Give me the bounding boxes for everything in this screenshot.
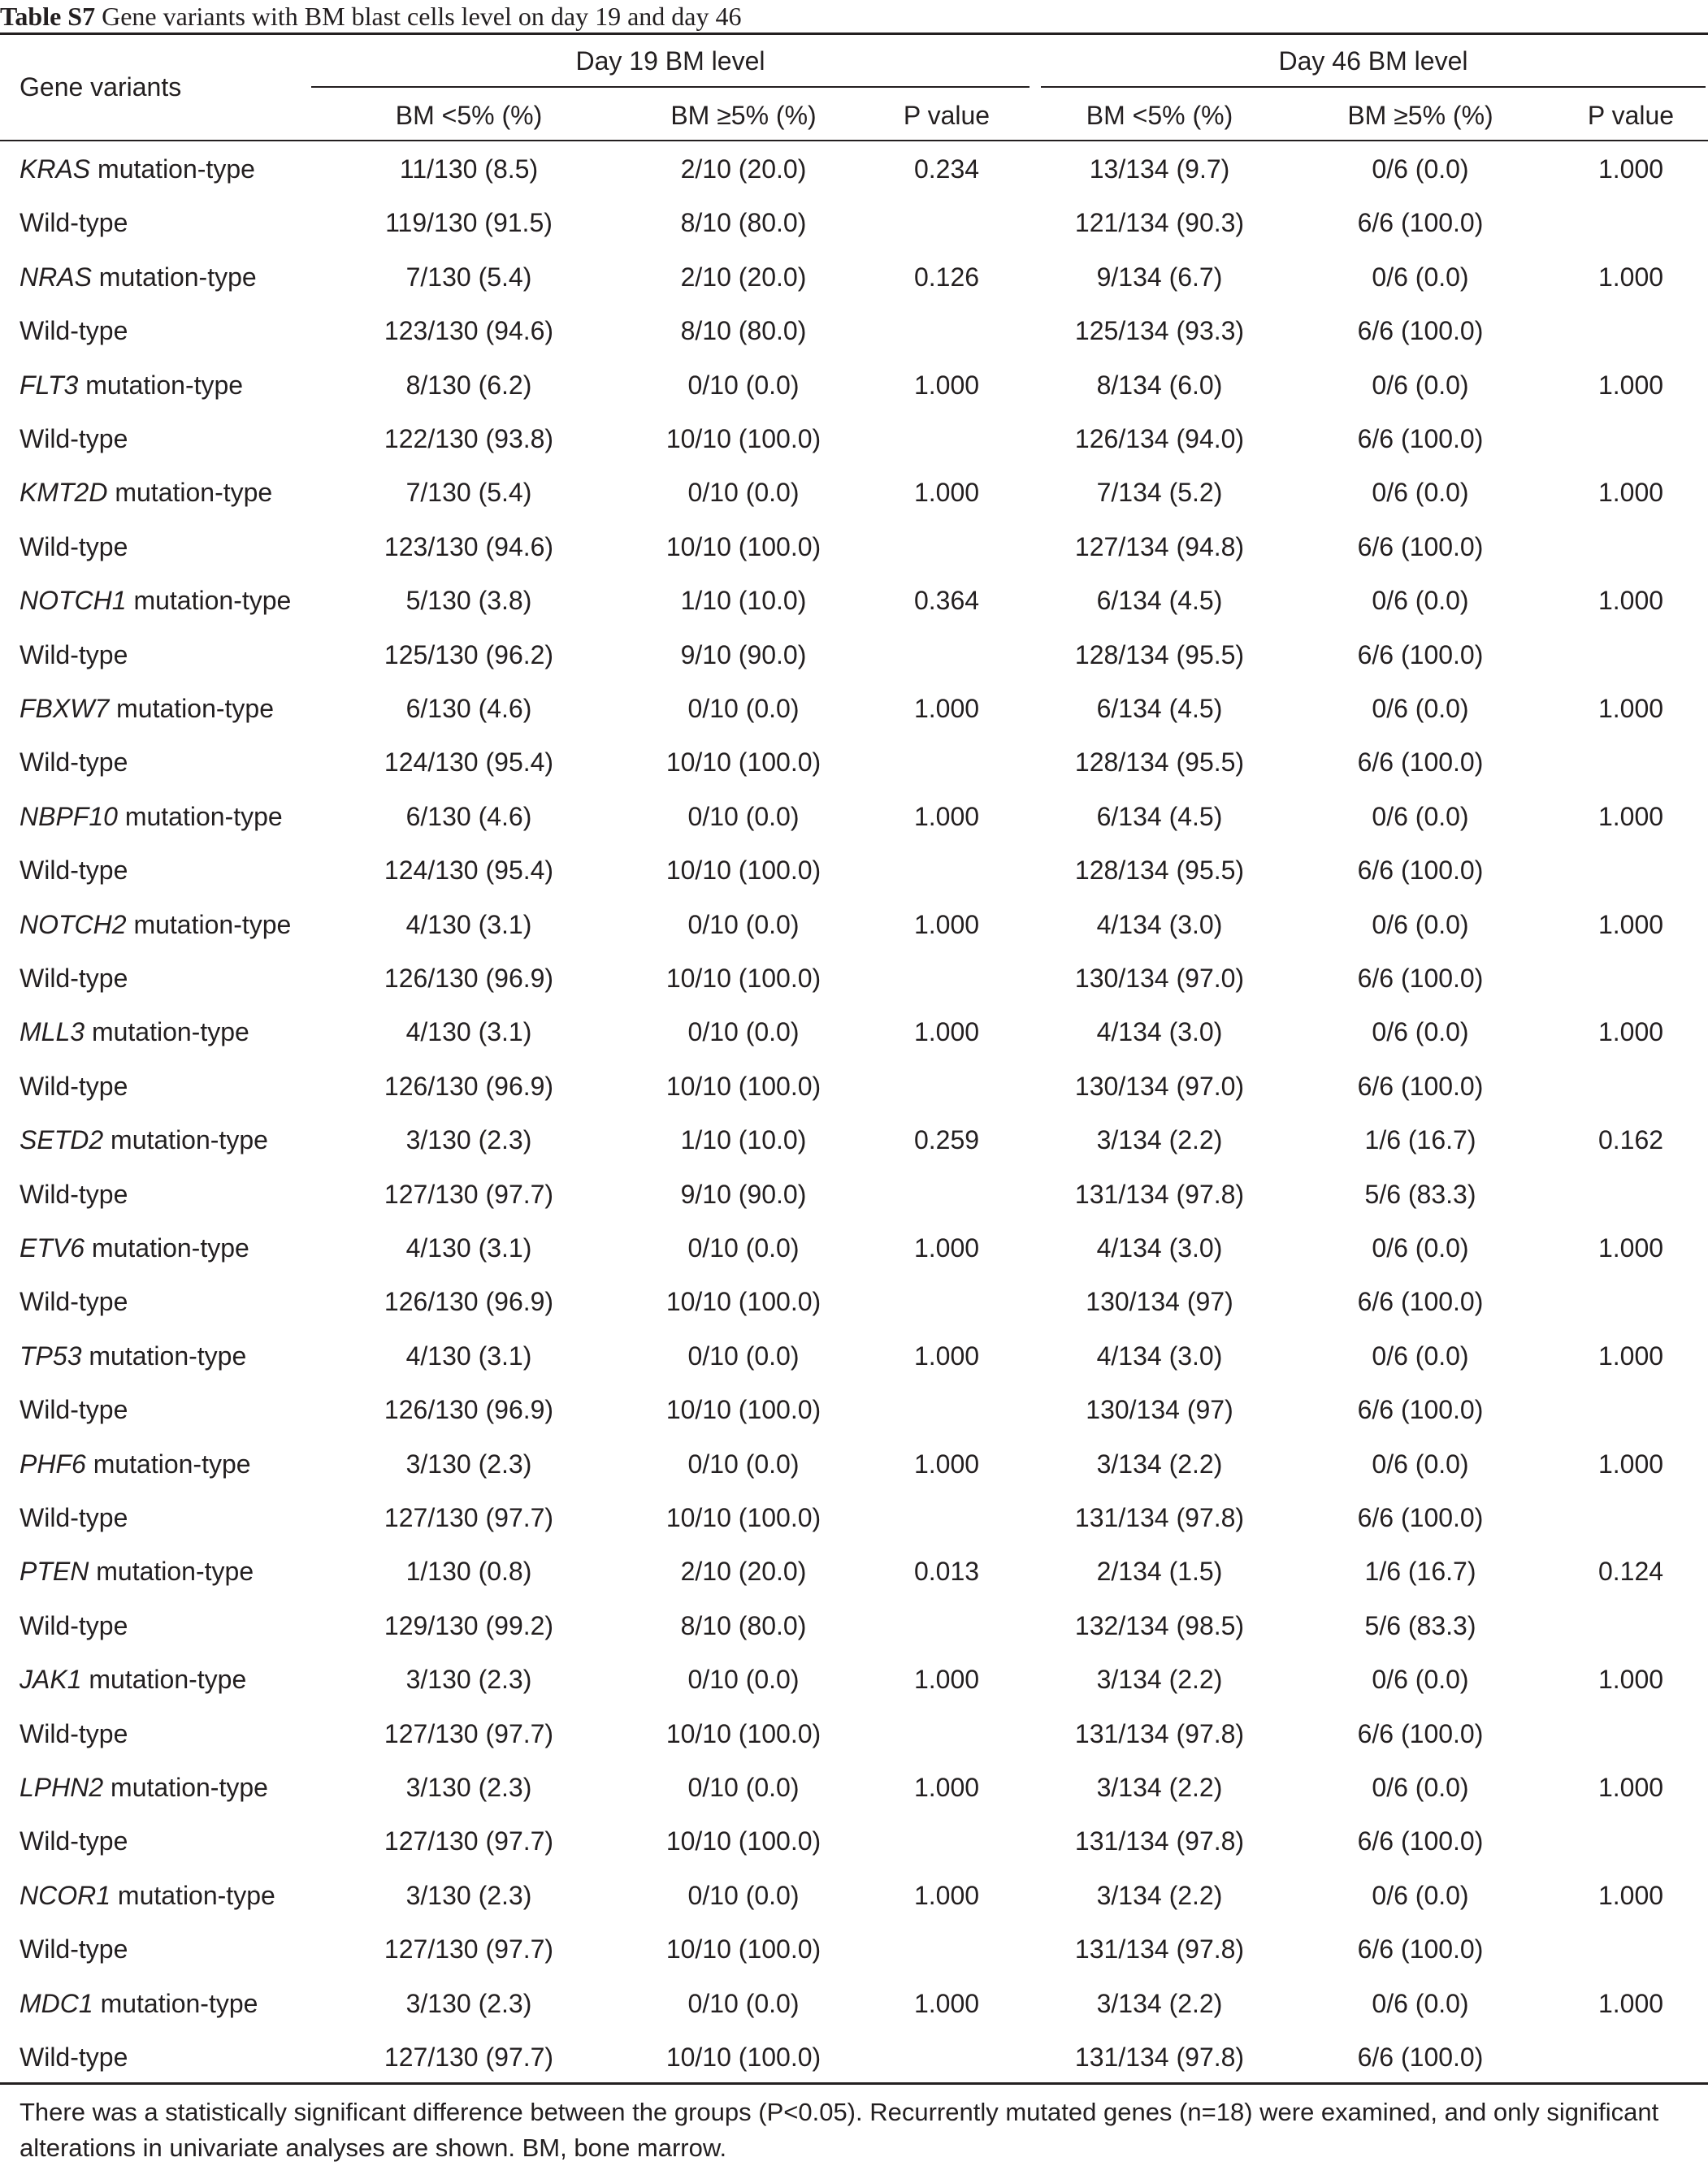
table-cell: 127/130 (97.7) [384, 1934, 554, 1965]
row-label [20, 1987, 258, 2020]
table-cell: 6/6 (100.0) [1357, 1071, 1484, 1101]
table-cell: 8/130 (6.2) [405, 370, 532, 400]
variant-type: Wild-type [20, 1826, 128, 1856]
row-label [20, 1070, 128, 1102]
table-cell: 6/130 (4.6) [405, 694, 532, 723]
table-cell: 4/134 (3.0) [1096, 1017, 1223, 1047]
table-cell: 1.000 [1597, 1233, 1664, 1263]
table-cell: 126/130 (96.9) [384, 1287, 554, 1317]
table-cell: 2/10 (20.0) [680, 1557, 807, 1587]
row-label [20, 1555, 254, 1588]
table-cell: 0/6 (0.0) [1372, 909, 1469, 939]
table-cell: 5/6 (83.3) [1364, 1610, 1476, 1640]
table-cell: 0/10 (0.0) [687, 1665, 800, 1695]
table-cell: 1.000 [1597, 909, 1664, 939]
table-cell: 10/10 (100.0) [665, 747, 821, 778]
table-cell: 0.364 [913, 586, 980, 616]
variant-type: Wild-type [20, 747, 128, 778]
gene-name: FBXW7 [20, 694, 110, 723]
table-cell: 6/6 (100.0) [1357, 856, 1484, 886]
table-cell: 1.000 [1597, 1880, 1664, 1910]
table-cell: 0/6 (0.0) [1372, 1341, 1469, 1371]
table-cell: 13/134 (9.7) [1089, 154, 1230, 184]
row-label [20, 746, 128, 778]
table-cell: 11/130 (8.5) [399, 154, 539, 184]
table-cell: 0/6 (0.0) [1372, 1449, 1469, 1479]
table-cell: 3/134 (2.2) [1096, 1449, 1223, 1479]
table-cell: 7/130 (5.4) [405, 478, 532, 508]
table-cell: 0/6 (0.0) [1372, 1773, 1469, 1802]
table-cell: 1.000 [1597, 801, 1664, 831]
table-cell: 0/6 (0.0) [1372, 262, 1469, 292]
table-cell: 10/10 (100.0) [665, 1071, 821, 1101]
table-cell: 5/6 (83.3) [1364, 1179, 1476, 1209]
table-cell: 3/134 (2.2) [1096, 1665, 1223, 1695]
table-cell: 1.000 [1597, 1341, 1664, 1371]
gene-name: PTEN [20, 1557, 89, 1587]
table-cell: 4/134 (3.0) [1096, 1341, 1223, 1371]
table-cell: 0/6 (0.0) [1372, 694, 1469, 723]
gene-name: NOTCH1 [20, 586, 127, 616]
gene-name: NRAS [20, 262, 92, 292]
gene-name: ETV6 [20, 1233, 85, 1263]
table-cell: 1.000 [913, 478, 980, 508]
gene-name: NBPF10 [20, 801, 118, 831]
row-label [20, 854, 128, 886]
row-label [20, 692, 274, 725]
table-cell: 0.234 [913, 154, 980, 184]
table-cell: 10/10 (100.0) [665, 1718, 821, 1748]
table-cell: 0/10 (0.0) [687, 1017, 800, 1047]
table-cell: 10/10 (100.0) [665, 2043, 821, 2072]
column-header: BM <5% (%) [1086, 101, 1233, 130]
table-cell: 119/130 (91.5) [385, 208, 553, 238]
row-label [20, 800, 283, 833]
row-label [20, 1771, 268, 1804]
table-cell: 0/10 (0.0) [687, 1880, 800, 1910]
row-label [20, 1285, 128, 1318]
table-cell: 0/6 (0.0) [1372, 1988, 1469, 2018]
row-label [20, 153, 255, 185]
table-cell: 3/130 (2.3) [405, 1125, 532, 1155]
table-cell: 10/10 (100.0) [665, 531, 821, 561]
table-cell: 127/130 (97.7) [384, 1826, 554, 1856]
table-cell: 6/6 (100.0) [1357, 1395, 1484, 1425]
table-cell: 2/10 (20.0) [680, 262, 807, 292]
gene-name: JAK1 [20, 1665, 82, 1695]
table-cell: 0/10 (0.0) [687, 694, 800, 723]
table-cell: 124/130 (95.4) [384, 747, 554, 778]
table-footnote: There was a statistically significant difference between the groups (P<0.05). Recurrently mutated genes (n=18) were examined, and only significant alterations in univariate analyses are shown. BM, bone marrow. [20, 2098, 1659, 2162]
table-cell: 0/10 (0.0) [687, 1449, 800, 1479]
row-label [20, 1501, 128, 1534]
table-cell: 4/130 (3.1) [405, 1341, 532, 1371]
top-rule [0, 32, 1708, 35]
variant-type: mutation-type [85, 1233, 249, 1263]
variant-type: Wild-type [20, 2043, 128, 2072]
gene-name: TP53 [20, 1341, 82, 1371]
variant-type: Wild-type [20, 964, 128, 993]
variant-type: Wild-type [20, 1071, 128, 1101]
table-cell: 127/134 (94.8) [1074, 531, 1245, 561]
gene-name: NOTCH2 [20, 909, 127, 939]
table-cell: 1.000 [913, 1665, 980, 1695]
table-cell: 0.013 [913, 1557, 980, 1587]
row-label [20, 369, 243, 401]
table-cell: 6/6 (100.0) [1357, 531, 1484, 561]
table-cell: 0/10 (0.0) [687, 1988, 800, 2018]
variant-type: Wild-type [20, 1287, 128, 1317]
table-cell: 1.000 [1597, 154, 1664, 184]
table-cell: 3/134 (2.2) [1096, 1880, 1223, 1910]
row-label [20, 1448, 251, 1480]
table-cell: 6/6 (100.0) [1357, 1934, 1484, 1965]
row-label [20, 1825, 128, 1857]
table-cell: 131/134 (97.8) [1074, 1503, 1245, 1532]
table-cell: 1.000 [1597, 262, 1664, 292]
variant-type: Wild-type [20, 1395, 128, 1425]
table-cell: 6/6 (100.0) [1357, 1287, 1484, 1317]
table-cell: 8/10 (80.0) [680, 208, 807, 238]
table-cell: 0/6 (0.0) [1372, 1665, 1469, 1695]
variant-type: Wild-type [20, 1179, 128, 1209]
table-cell: 127/130 (97.7) [384, 1179, 554, 1209]
table-cell: 10/10 (100.0) [665, 856, 821, 886]
table-cell: 10/10 (100.0) [665, 424, 821, 453]
variant-type: mutation-type [90, 154, 255, 184]
table-cell: 125/134 (93.3) [1074, 316, 1245, 346]
variant-type: Wild-type [20, 316, 128, 346]
row-label [20, 1718, 128, 1750]
table-cell: 6/6 (100.0) [1357, 639, 1484, 669]
table-cell: 3/130 (2.3) [405, 1880, 532, 1910]
table-cell: 4/130 (3.1) [405, 1233, 532, 1263]
gene-name: MLL3 [20, 1017, 85, 1047]
row-label [20, 908, 291, 941]
table-cell: 127/130 (97.7) [384, 2043, 554, 2072]
variant-type: mutation-type [78, 370, 244, 400]
table-cell: 1.000 [913, 370, 980, 400]
variant-type: Wild-type [20, 639, 128, 669]
table-cell: 2/134 (1.5) [1096, 1557, 1223, 1587]
table-cell: 131/134 (97.8) [1074, 1826, 1245, 1856]
table-cell: 129/130 (99.2) [384, 1610, 554, 1640]
variant-type: mutation-type [93, 1988, 258, 2018]
table-cell: 3/134 (2.2) [1096, 1988, 1223, 2018]
table-cell: 6/6 (100.0) [1357, 747, 1484, 778]
table-cell: 4/134 (3.0) [1096, 909, 1223, 939]
table-cell: 1.000 [913, 1449, 980, 1479]
variant-type: mutation-type [107, 478, 273, 508]
table-cell: 131/134 (97.8) [1074, 1179, 1245, 1209]
row-label [20, 206, 128, 239]
table-cell: 1.000 [1597, 1449, 1664, 1479]
table-cell: 126/130 (96.9) [384, 964, 554, 993]
table-cell: 8/10 (80.0) [680, 316, 807, 346]
gene-name: SETD2 [20, 1125, 104, 1155]
variant-type: mutation-type [103, 1773, 268, 1802]
row-label [20, 639, 128, 671]
table-cell: 10/10 (100.0) [665, 964, 821, 993]
row-label [20, 1340, 246, 1372]
table-cell: 6/6 (100.0) [1357, 424, 1484, 453]
table-cell: 0/6 (0.0) [1372, 1233, 1469, 1263]
gene-name: NCOR1 [20, 1880, 111, 1910]
table-cell: 0/10 (0.0) [687, 1233, 800, 1263]
table-cell: 1/130 (0.8) [405, 1557, 532, 1587]
table-cell: 9/134 (6.7) [1096, 262, 1223, 292]
variant-type: mutation-type [85, 1449, 251, 1479]
gene-name: LPHN2 [20, 1773, 104, 1802]
table-cell: 1.000 [913, 1341, 980, 1371]
row-label [20, 1933, 128, 1965]
variant-type: mutation-type [89, 1557, 254, 1587]
table-cell: 0/6 (0.0) [1372, 1017, 1469, 1047]
variant-type: mutation-type [126, 909, 292, 939]
table-cell: 0/10 (0.0) [687, 1773, 800, 1802]
column-header: BM ≥5% (%) [670, 101, 817, 130]
table-label: Table S7 [0, 2, 96, 31]
table-cell: 1.000 [1597, 478, 1664, 508]
variant-type: Wild-type [20, 1718, 128, 1748]
table-cell: 4/130 (3.1) [405, 909, 532, 939]
variant-type: mutation-type [91, 262, 257, 292]
day46-underline [1041, 86, 1706, 88]
table-cell: 10/10 (100.0) [665, 1395, 821, 1425]
table-cell: 1.000 [1597, 370, 1664, 400]
table-cell: 1.000 [913, 1773, 980, 1802]
table-cell: 1.000 [913, 909, 980, 939]
table-cell: 123/130 (94.6) [384, 531, 554, 561]
table-cell: 6/6 (100.0) [1357, 2043, 1484, 2072]
table-cell: 3/134 (2.2) [1096, 1773, 1223, 1802]
table-cell: 130/134 (97.0) [1074, 964, 1245, 993]
table-cell: 1.000 [913, 801, 980, 831]
variant-type: Wild-type [20, 1610, 128, 1640]
table-cell: 1.000 [1597, 1665, 1664, 1695]
variant-type: Wild-type [20, 856, 128, 886]
table-cell: 1.000 [1597, 1988, 1664, 2018]
table-cell: 6/134 (4.5) [1096, 694, 1223, 723]
table-cell: 8/134 (6.0) [1096, 370, 1223, 400]
row-label [20, 1663, 246, 1696]
table-cell: 5/130 (3.8) [405, 586, 532, 616]
table-cell: 0/10 (0.0) [687, 801, 800, 831]
gene-name: PHF6 [20, 1449, 86, 1479]
table-cell: 122/130 (93.8) [384, 424, 554, 453]
row-label [20, 584, 291, 617]
gene-name: KRAS [20, 154, 91, 184]
variant-type: mutation-type [126, 586, 292, 616]
table-cell: 1/10 (10.0) [680, 586, 807, 616]
row-label [20, 1178, 128, 1211]
table-cell: 0/10 (0.0) [687, 1341, 800, 1371]
table-cell: 6/134 (4.5) [1096, 586, 1223, 616]
table-cell: 9/10 (90.0) [680, 639, 807, 669]
table-cell: 128/134 (95.5) [1074, 856, 1245, 886]
table-cell: 1/6 (16.7) [1364, 1125, 1476, 1155]
table-cell: 0/6 (0.0) [1372, 154, 1469, 184]
table-cell: 127/130 (97.7) [384, 1718, 554, 1748]
table-cell: 1.000 [1597, 586, 1664, 616]
table-cell: 3/130 (2.3) [405, 1665, 532, 1695]
table-cell: 2/10 (20.0) [680, 154, 807, 184]
table-cell: 0/10 (0.0) [687, 909, 800, 939]
table-cell: 3/130 (2.3) [405, 1773, 532, 1802]
table-cell: 128/134 (95.5) [1074, 639, 1245, 669]
table-cell: 6/6 (100.0) [1357, 316, 1484, 346]
table-cell: 1/10 (10.0) [680, 1125, 807, 1155]
table-cell: 131/134 (97.8) [1074, 1934, 1245, 1965]
table-cell: 131/134 (97.8) [1074, 2043, 1245, 2072]
table-cell: 3/134 (2.2) [1096, 1125, 1223, 1155]
table-caption: Gene variants with BM blast cells level on day 19 and day 46 [102, 2, 742, 31]
table-cell: 0.162 [1597, 1125, 1664, 1155]
row-label [20, 2041, 128, 2073]
table-cell: 1.000 [913, 1988, 980, 2018]
variant-type: mutation-type [103, 1125, 268, 1155]
table-cell: 131/134 (97.8) [1074, 1718, 1245, 1748]
variant-type: mutation-type [81, 1665, 247, 1695]
table-cell: 10/10 (100.0) [665, 1503, 821, 1532]
variant-type: Wild-type [20, 531, 128, 561]
table-cell: 0/6 (0.0) [1372, 478, 1469, 508]
table-cell: 128/134 (95.5) [1074, 747, 1245, 778]
table-cell: 127/130 (97.7) [384, 1503, 554, 1532]
table-cell: 1.000 [913, 1880, 980, 1910]
variant-type: mutation-type [111, 1880, 275, 1910]
table-cell: 6/6 (100.0) [1357, 1503, 1484, 1532]
row-label [20, 1016, 249, 1048]
table-cell: 1.000 [913, 1233, 980, 1263]
day19-underline [311, 86, 1030, 88]
variant-type: Wild-type [20, 424, 128, 453]
table-cell: 0/6 (0.0) [1372, 801, 1469, 831]
table-cell: 1.000 [1597, 1773, 1664, 1802]
table-cell: 1.000 [913, 694, 980, 723]
table-cell: 1/6 (16.7) [1364, 1557, 1476, 1587]
table-cell: 10/10 (100.0) [665, 1934, 821, 1965]
row-label [20, 422, 128, 455]
table-cell: 4/130 (3.1) [405, 1017, 532, 1047]
column-header: P value [903, 101, 991, 130]
header-day19: Day 19 BM level [575, 46, 765, 76]
row-label [20, 1609, 128, 1642]
bottom-rule [0, 2082, 1708, 2085]
table-cell: 6/134 (4.5) [1096, 801, 1223, 831]
table-cell: 6/6 (100.0) [1357, 1718, 1484, 1748]
header-rule [0, 140, 1708, 141]
variant-type: Wild-type [20, 208, 128, 238]
table-cell: 0/10 (0.0) [687, 370, 800, 400]
row-label [20, 476, 272, 509]
variant-type: mutation-type [81, 1341, 247, 1371]
row-label [20, 261, 257, 293]
table-cell: 130/134 (97) [1086, 1395, 1233, 1425]
table-cell: 6/6 (100.0) [1357, 964, 1484, 993]
table-cell: 10/10 (100.0) [665, 1826, 821, 1856]
header-day46: Day 46 BM level [1278, 46, 1468, 76]
table-cell: 9/10 (90.0) [680, 1179, 807, 1209]
row-label [20, 1124, 268, 1156]
gene-name: MDC1 [20, 1988, 93, 2018]
table-cell: 1.000 [1597, 1017, 1664, 1047]
table-cell: 0/6 (0.0) [1372, 370, 1469, 400]
row-label [20, 1232, 249, 1264]
table-cell: 125/130 (96.2) [384, 639, 554, 669]
table-cell: 0/6 (0.0) [1372, 1880, 1469, 1910]
table-cell: 4/134 (3.0) [1096, 1233, 1223, 1263]
row-label [20, 962, 128, 994]
table-cell: 0/6 (0.0) [1372, 586, 1469, 616]
table-cell: 10/10 (100.0) [665, 1287, 821, 1317]
variant-type: mutation-type [85, 1017, 249, 1047]
table-cell: 132/134 (98.5) [1074, 1610, 1245, 1640]
table-cell: 8/10 (80.0) [680, 1610, 807, 1640]
row-label [20, 1879, 275, 1912]
table-cell: 6/6 (100.0) [1357, 208, 1484, 238]
table-cell: 3/130 (2.3) [405, 1449, 532, 1479]
row-label [20, 531, 128, 563]
variant-type: Wild-type [20, 1503, 128, 1532]
header-gene-variants: Gene variants [20, 72, 182, 102]
table-cell: 1.000 [1597, 694, 1664, 723]
table-cell: 0.126 [913, 262, 980, 292]
column-header: P value [1587, 101, 1675, 130]
gene-name: FLT3 [20, 370, 79, 400]
table-cell: 0/10 (0.0) [687, 478, 800, 508]
variant-type: Wild-type [20, 1934, 128, 1965]
table-cell: 6/130 (4.6) [405, 801, 532, 831]
variant-type: mutation-type [117, 801, 283, 831]
table-cell: 7/134 (5.2) [1096, 478, 1223, 508]
column-header: BM <5% (%) [395, 101, 543, 130]
table-cell: 126/134 (94.0) [1074, 424, 1245, 453]
table-cell: 126/130 (96.9) [384, 1395, 554, 1425]
table-cell: 121/134 (90.3) [1074, 208, 1245, 238]
table-cell: 123/130 (94.6) [384, 316, 554, 346]
table-cell: 0.259 [913, 1125, 980, 1155]
column-header: BM ≥5% (%) [1347, 101, 1493, 130]
table-title [0, 2, 741, 31]
table-cell: 0.124 [1597, 1557, 1664, 1587]
variant-type: mutation-type [109, 694, 274, 723]
row-label [20, 314, 128, 347]
table-cell: 7/130 (5.4) [405, 262, 532, 292]
row-label [20, 1393, 128, 1426]
table-cell: 130/134 (97) [1086, 1287, 1233, 1317]
table-cell: 124/130 (95.4) [384, 856, 554, 886]
gene-name: KMT2D [20, 478, 108, 508]
table-cell: 6/6 (100.0) [1357, 1826, 1484, 1856]
table-cell: 130/134 (97.0) [1074, 1071, 1245, 1101]
table-cell: 3/130 (2.3) [405, 1988, 532, 2018]
table-cell: 1.000 [913, 1017, 980, 1047]
table-cell: 126/130 (96.9) [384, 1071, 554, 1101]
